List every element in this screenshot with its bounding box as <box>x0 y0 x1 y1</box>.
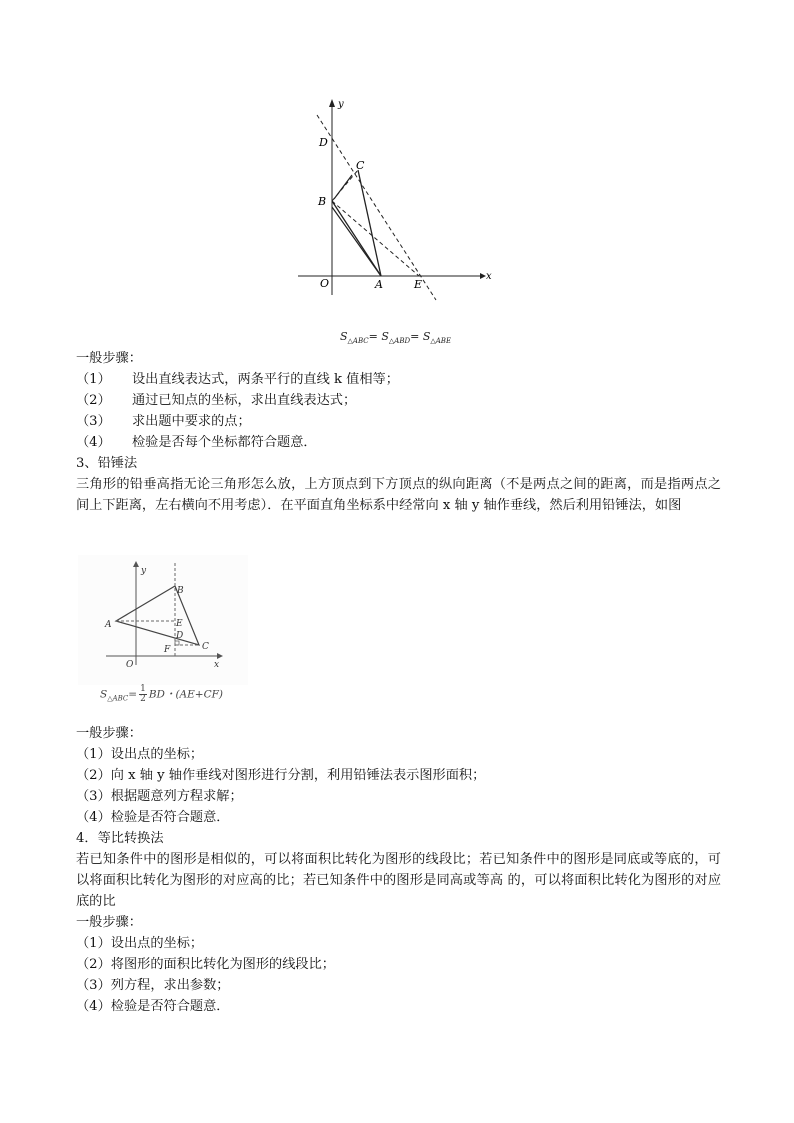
steps3-item: （1）设出点的坐标； <box>76 936 204 951</box>
label-d: D <box>176 631 184 641</box>
label-e: E <box>414 278 423 291</box>
steps3-item: （4）检验是否符合题意． <box>76 999 230 1014</box>
section4-body: 若已知条件中的图形是相似的，可以将面积比转化为图形的线段比；若已知条件中的图形是同底或等底的，可以将面积比转化为图形的对应高的比；若已知条件中的图形是同高或等高 的，可以将面积比转化为图形的对应底的比 <box>76 852 721 909</box>
label-f: F <box>164 645 171 655</box>
section3-body: 三角形的铅垂高指无论三角形怎么放，上方顶点到下方顶点的纵向距离（不是两点之间的距离，而是指两点之间上下距离，左右横向不用考虑）．在平面直角坐标系中经常向 x 轴 y 轴作垂线，然后利用铅锤法，如图 <box>76 477 721 513</box>
figure-parallel-lines <box>290 95 500 305</box>
label-x: x <box>214 660 220 670</box>
steps1-item: （4） 检验是否每个坐标都符合题意． <box>76 435 317 450</box>
dashed-line-through-d <box>317 115 436 300</box>
steps3-item: （2）将图形的面积比转化为图形的线段比； <box>76 957 335 972</box>
label-y: y <box>338 99 344 110</box>
label-a: A <box>105 620 112 630</box>
steps2-item: （1）设出点的坐标； <box>76 747 204 762</box>
label-d: D <box>319 136 328 149</box>
steps3-item: （3）列方程，求出参数； <box>76 978 230 993</box>
steps1-item: （3） 求出题中要求的点； <box>76 414 251 429</box>
steps1-item: （1） 设出直线表达式，两条平行的直线 k 值相等； <box>76 372 399 387</box>
steps2-item: （2）向 x 轴 y 轴作垂线对图形进行分割，利用铅锤法表示图形面积； <box>76 768 486 783</box>
label-b: B <box>177 586 184 596</box>
y-axis-arrow <box>329 99 335 107</box>
figure1-caption: $S_{\triangle ABC}= S_{\triangle ABD}= S_{\triangle ABE}$ <box>340 330 452 346</box>
section3-heading: 3、铅锤法 <box>76 456 138 471</box>
section4-heading: 4．等比转换法 <box>76 831 164 846</box>
label-a: A <box>375 278 383 291</box>
steps1-title: 一般步骤： <box>76 351 142 366</box>
steps2-item: （4）检验是否符合题意． <box>76 810 230 825</box>
label-x: x <box>486 271 492 282</box>
steps2-title: 一般步骤： <box>76 726 142 741</box>
label-y: y <box>141 566 147 576</box>
figure-plumb-method <box>78 555 248 685</box>
label-o: O <box>320 277 330 290</box>
steps1-item: （2） 通过已知点的坐标，求出直线表达式； <box>76 393 357 408</box>
dashed-line-b-e <box>332 201 419 276</box>
label-c: C <box>356 159 365 172</box>
steps3-title: 一般步骤： <box>76 915 142 930</box>
label-o: O <box>126 660 134 670</box>
figure2-formula: $S_{\triangle ABC}=$ $\frac{1}{2}$ BD・(AE+CF) <box>100 684 224 704</box>
label-e: E <box>176 619 183 629</box>
label-b: B <box>318 195 327 208</box>
steps2-item: （3）根据题意列方程求解； <box>76 789 243 804</box>
segment-bc <box>334 175 352 199</box>
label-c: C <box>202 642 209 652</box>
